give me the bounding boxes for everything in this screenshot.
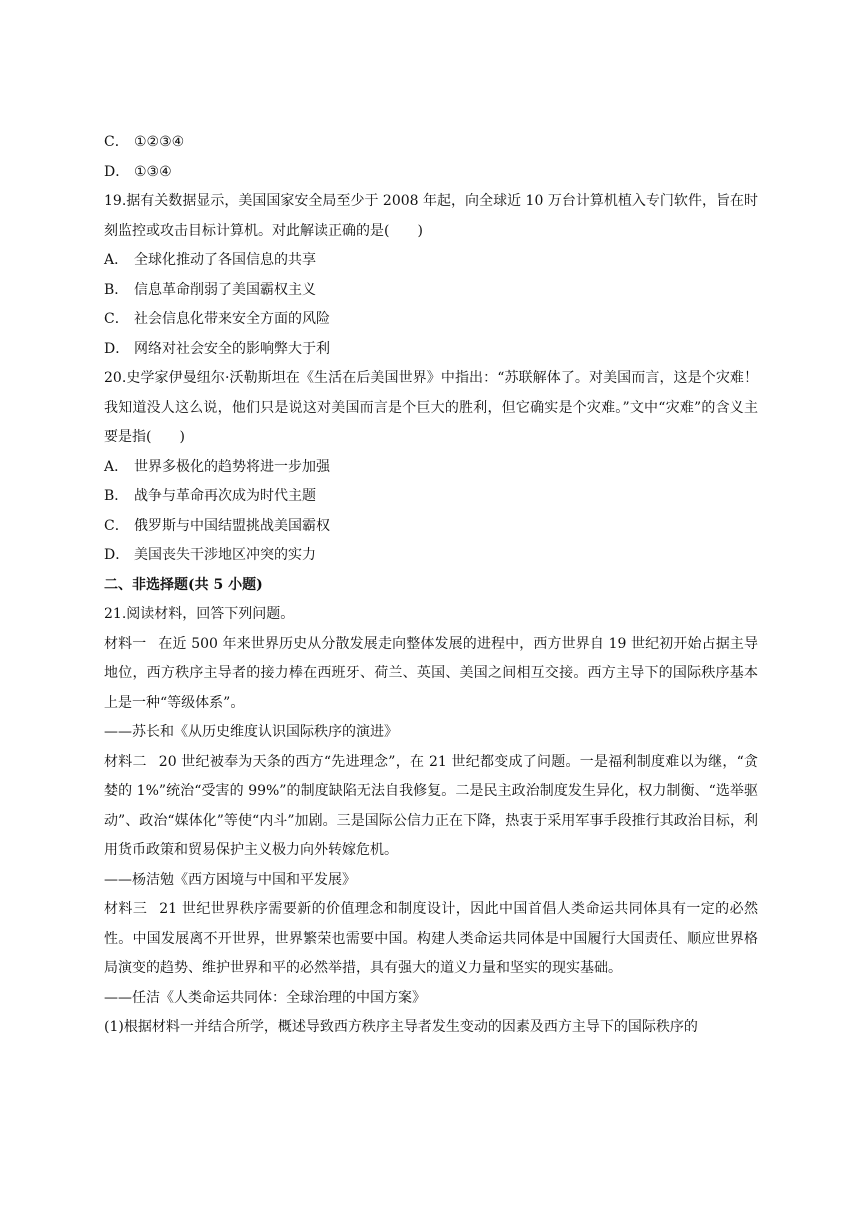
material-source: ——苏长和《从历史维度认识国际秩序的演进》 xyxy=(104,724,398,740)
q19-option-b xyxy=(104,276,758,306)
section-title: 二、非选择题(共 5 小题) xyxy=(104,576,263,593)
q19-option-c xyxy=(104,305,758,335)
material-source: ——杨洁勉《西方困境与中国和平发展》 xyxy=(104,871,356,888)
question-20-stem: 20.史学家伊曼纽尔·沃勒斯坦在《生活在后美国世界》中指出：“苏联解体了。对美国而言，这是个灾难！我知道没人这么说，他们只是说这对美国而言是个巨大的胜利，但它确实是个灾难。”文中“灾难”的含义主要是指( ) xyxy=(104,370,758,445)
material-tag: 材料三 xyxy=(104,901,148,917)
q20-option-d xyxy=(104,541,758,571)
question-19-stem: 19.据有关数据显示，美国国家安全局至少于 2008 年起，向全球近 10 万台计算机植入专门软件，旨在时刻监控或攻击目标计算机。对此解读正确的是( ) xyxy=(104,193,758,239)
option-d-prev xyxy=(104,158,758,188)
material-text: 20 世纪被奉为天条的西方“先进理念”，在 21 世纪都变成了问题。一是福利制度难以为继，“贪婪的 1%”统治“受害的 99%”的制度缺陷无法自我修复。二是民主政治制度发生异化，权力制衡、“选举驱动”、政治“媒体化”等使“内斗”加剧。三是国际公信力正在下降，热衷于采用军事手段推行其政治目标，利用货币政策和贸易保护主义极力向外转嫁危机。 xyxy=(104,753,759,858)
option-text: 信息革命削弱了美国霸权主义 xyxy=(134,281,316,298)
option-label: D． xyxy=(104,547,130,563)
option-label: C． xyxy=(104,134,129,150)
question-21-sub1: (1)根据材料一并结合所学，概述导致西方秩序主导者发生变动的因素及西方主导下的国际秩序的 xyxy=(104,1019,698,1035)
option-text: 战争与革命再次成为时代主题 xyxy=(134,488,316,504)
material-source: ——任洁《人类命运共同体：全球治理的中国方案》 xyxy=(104,989,426,1006)
material-2 xyxy=(104,748,758,866)
option-text: ①③④ xyxy=(134,163,172,180)
option-label: B． xyxy=(104,488,129,504)
q20-option-a xyxy=(104,453,758,483)
q19-option-a xyxy=(104,246,758,276)
option-text: 社会信息化带来安全方面的风险 xyxy=(134,311,330,327)
material-text: 21 世纪世界秩序需要新的价值理念和制度设计，因此中国首倡人类命运共同体具有一定的必然性。中国发展离不开世界，世界繁荣也需要中国。构建人类命运共同体是中国履行大国责任、顺应世界格局演变的趋势、维护世界和平的必然举措，具有强大的道义力量和坚实的现实基础。 xyxy=(104,901,759,976)
material-text: 在近 500 年来世界历史从分散发展走向整体发展的进程中，西方世界自 19 世纪初开始占据主导地位，西方秩序主导者的接力棒在西班牙、荷兰、英国、美国之间相互交接。西方主导下的国际秩序基本上是一种“等级体系”。 xyxy=(104,635,758,711)
option-label: C． xyxy=(104,517,129,534)
option-label: C． xyxy=(104,311,129,327)
material-1 xyxy=(104,630,758,719)
option-label: D． xyxy=(104,163,130,180)
question-21-stem: 21.阅读材料，回答下列问题。 xyxy=(104,606,295,622)
q20-option-b xyxy=(104,482,758,512)
option-c-prev xyxy=(104,128,758,158)
option-label: A． xyxy=(104,458,129,475)
option-label: B． xyxy=(104,281,129,298)
material-tag: 材料二 xyxy=(104,753,147,770)
material-3 xyxy=(104,895,758,984)
material-tag: 材料一 xyxy=(104,635,147,652)
q19-option-d xyxy=(104,335,758,365)
option-text: 全球化推动了各国信息的共享 xyxy=(134,252,316,268)
q20-option-c xyxy=(104,512,758,542)
document-page xyxy=(104,128,758,1043)
option-label: D． xyxy=(104,340,130,357)
option-text: 俄罗斯与中国结盟挑战美国霸权 xyxy=(134,517,330,534)
option-text: 网络对社会安全的影响弊大于利 xyxy=(134,340,330,357)
option-label: A． xyxy=(104,252,129,268)
option-text: 美国丧失干涉地区冲突的实力 xyxy=(134,547,316,563)
option-text: 世界多极化的趋势将进一步加强 xyxy=(134,458,330,475)
option-text: ①②③④ xyxy=(134,134,185,150)
